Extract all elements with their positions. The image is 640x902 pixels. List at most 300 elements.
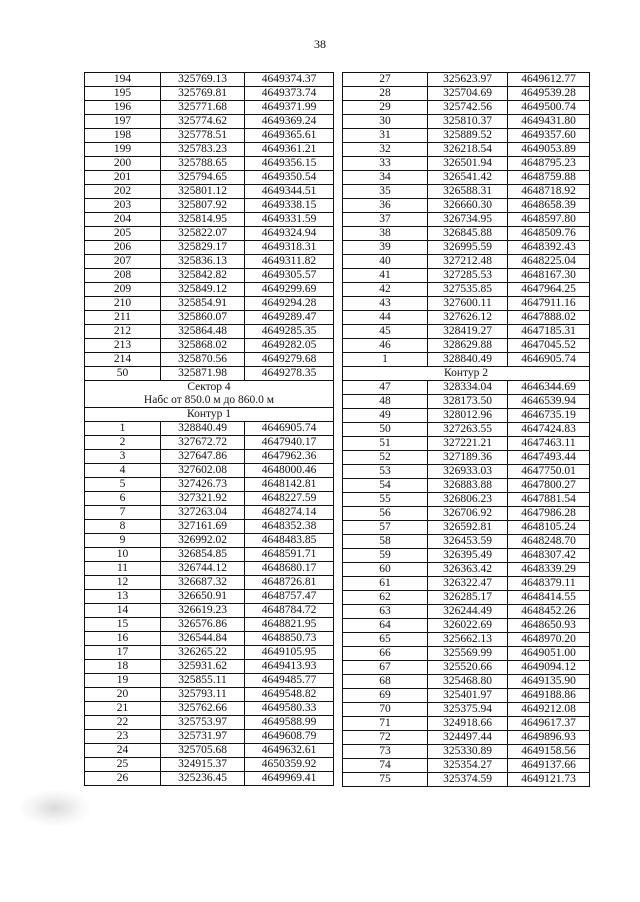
coord-x-cell: 325769.81: [161, 87, 245, 101]
point-number-cell: 11: [85, 562, 161, 576]
coord-y-cell: 4648509.76: [508, 227, 590, 241]
coord-y-cell: 4649485.77: [245, 674, 334, 688]
point-number-cell: 34: [343, 171, 428, 185]
table-row: [343, 199, 590, 213]
coord-x-cell: 324918.66: [428, 717, 508, 731]
coord-y-cell: 4649896.93: [508, 731, 590, 745]
coord-x-cell: 325814.95: [161, 213, 245, 227]
point-number-cell: 22: [85, 716, 161, 730]
point-number-cell: 61: [343, 577, 428, 591]
coord-x-cell: 326363.42: [428, 563, 508, 577]
coord-y-cell: 4648658.39: [508, 199, 590, 213]
point-number-cell: 17: [85, 646, 161, 660]
coord-x-cell: 325374.59: [428, 773, 508, 787]
coord-x-cell: 326744.12: [161, 562, 245, 576]
coord-y-cell: 4648591.71: [245, 548, 334, 562]
coordinates-table-left: [84, 72, 334, 786]
coord-x-cell: 326619.23: [161, 604, 245, 618]
point-number-cell: 40: [343, 255, 428, 269]
coord-x-cell: 328419.27: [428, 325, 508, 339]
point-number-cell: 58: [343, 535, 428, 549]
table-row: [85, 618, 334, 632]
point-number-cell: 194: [85, 73, 161, 87]
point-number-cell: 36: [343, 199, 428, 213]
coord-x-cell: 327212.48: [428, 255, 508, 269]
coord-x-cell: 326995.59: [428, 241, 508, 255]
table-row: [85, 311, 334, 325]
point-number-cell: 9: [85, 534, 161, 548]
table-row: [85, 87, 334, 101]
table-row: [85, 562, 334, 576]
coord-y-cell: 4647800.27: [508, 479, 590, 493]
point-number-cell: 196: [85, 101, 161, 115]
coord-x-cell: 325468.80: [428, 675, 508, 689]
coord-x-cell: 325783.23: [161, 143, 245, 157]
point-number-cell: 43: [343, 297, 428, 311]
table-row: [85, 730, 334, 744]
table-row: [85, 241, 334, 255]
point-number-cell: 16: [85, 632, 161, 646]
table-row: [343, 633, 590, 647]
table-row: [343, 689, 590, 703]
point-number-cell: 214: [85, 353, 161, 367]
point-number-cell: 54: [343, 479, 428, 493]
coord-y-cell: 4649318.31: [245, 241, 334, 255]
table-row: [343, 115, 590, 129]
coord-x-cell: 325731.97: [161, 730, 245, 744]
table-row: [343, 521, 590, 535]
table-row: [343, 661, 590, 675]
table-row: [343, 479, 590, 493]
point-number-cell: 52: [343, 451, 428, 465]
table-row: [85, 604, 334, 618]
coord-x-cell: 326592.81: [428, 521, 508, 535]
table-row: [343, 507, 590, 521]
table-row: [343, 325, 590, 339]
coord-y-cell: 4649969.41: [245, 772, 334, 786]
point-number-cell: 49: [343, 409, 428, 423]
coord-y-cell: 4647986.28: [508, 507, 590, 521]
coord-y-cell: 4648718.92: [508, 185, 590, 199]
point-number-cell: 67: [343, 661, 428, 675]
coord-y-cell: 4648339.29: [508, 563, 590, 577]
table-row: [85, 269, 334, 283]
coord-y-cell: 4649632.61: [245, 744, 334, 758]
coord-y-cell: 4649282.05: [245, 339, 334, 353]
table-row: [85, 576, 334, 590]
table-row: [85, 772, 334, 786]
coord-y-cell: 4649121.73: [508, 773, 590, 787]
coord-x-cell: 328334.04: [428, 381, 508, 395]
table-row: [85, 367, 334, 381]
coord-y-cell: 4649608.79: [245, 730, 334, 744]
coord-y-cell: 4649369.24: [245, 115, 334, 129]
point-number-cell: 53: [343, 465, 428, 479]
point-number-cell: 3: [85, 450, 161, 464]
point-number-cell: 198: [85, 129, 161, 143]
coord-x-cell: 328629.88: [428, 339, 508, 353]
table-row: [343, 227, 590, 241]
coord-y-cell: 4648680.17: [245, 562, 334, 576]
point-number-cell: 205: [85, 227, 161, 241]
coord-x-cell: 328840.49: [161, 422, 245, 436]
point-number-cell: 200: [85, 157, 161, 171]
coord-y-cell: 4649356.15: [245, 157, 334, 171]
point-number-cell: 204: [85, 213, 161, 227]
point-number-cell: 210: [85, 297, 161, 311]
coord-y-cell: 4649324.94: [245, 227, 334, 241]
table-row: [85, 255, 334, 269]
point-number-cell: 46: [343, 339, 428, 353]
coord-y-cell: 4649311.82: [245, 255, 334, 269]
coord-y-cell: 4646735.19: [508, 409, 590, 423]
coord-y-cell: 4649361.21: [245, 143, 334, 157]
coord-x-cell: 328012.96: [428, 409, 508, 423]
point-number-cell: 35: [343, 185, 428, 199]
coord-y-cell: 4649338.15: [245, 199, 334, 213]
coord-y-cell: 4649413.93: [245, 660, 334, 674]
coord-x-cell: 325623.97: [428, 73, 508, 87]
coord-x-cell: 327602.08: [161, 464, 245, 478]
coord-x-cell: 326265.22: [161, 646, 245, 660]
coord-x-cell: 325854.91: [161, 297, 245, 311]
coord-y-cell: 4648726.81: [245, 576, 334, 590]
coord-x-cell: 325778.51: [161, 129, 245, 143]
coord-y-cell: 4649279.68: [245, 353, 334, 367]
coord-y-cell: 4647888.02: [508, 311, 590, 325]
point-number-cell: 29: [343, 101, 428, 115]
table-row: [85, 632, 334, 646]
coord-y-cell: 4648225.04: [508, 255, 590, 269]
coord-y-cell: 4649294.28: [245, 297, 334, 311]
coord-x-cell: 326576.86: [161, 618, 245, 632]
table-row: [343, 745, 590, 759]
point-number-cell: 50: [343, 423, 428, 437]
coord-x-cell: 325662.13: [428, 633, 508, 647]
table-row: [85, 702, 334, 716]
point-number-cell: 15: [85, 618, 161, 632]
point-number-cell: 70: [343, 703, 428, 717]
coord-y-cell: 4647750.01: [508, 465, 590, 479]
table-row: [343, 283, 590, 297]
table-row: [85, 646, 334, 660]
point-number-cell: 64: [343, 619, 428, 633]
coord-x-cell: 326706.92: [428, 507, 508, 521]
point-number-cell: 20: [85, 688, 161, 702]
section-heading: Сектор 4 Набс от 850.0 м до 860.0 м: [85, 381, 334, 408]
point-number-cell: 60: [343, 563, 428, 577]
point-number-cell: 13: [85, 590, 161, 604]
coord-y-cell: 4647911.16: [508, 297, 590, 311]
coord-x-cell: 325354.27: [428, 759, 508, 773]
coord-x-cell: 325807.92: [161, 199, 245, 213]
point-number-cell: 23: [85, 730, 161, 744]
coord-y-cell: 4648392.43: [508, 241, 590, 255]
coord-y-cell: 4648000.46: [245, 464, 334, 478]
coord-y-cell: 4648970.20: [508, 633, 590, 647]
point-number-cell: 55: [343, 493, 428, 507]
coord-y-cell: 4647881.54: [508, 493, 590, 507]
point-number-cell: 44: [343, 311, 428, 325]
coord-y-cell: 4649137.66: [508, 759, 590, 773]
table-row: [343, 605, 590, 619]
coord-x-cell: 327285.53: [428, 269, 508, 283]
point-number-cell: 197: [85, 115, 161, 129]
coord-y-cell: 4646539.94: [508, 395, 590, 409]
coord-y-cell: 4649539.28: [508, 87, 590, 101]
coord-y-cell: 4649212.08: [508, 703, 590, 717]
coord-x-cell: 325375.94: [428, 703, 508, 717]
table-row: [85, 227, 334, 241]
table-row: [343, 87, 590, 101]
coord-y-cell: 4648142.81: [245, 478, 334, 492]
point-number-cell: 38: [343, 227, 428, 241]
table-row: [343, 129, 590, 143]
point-number-cell: 2: [85, 436, 161, 450]
table-row: [85, 590, 334, 604]
coord-y-cell: 4648795.23: [508, 157, 590, 171]
point-number-cell: 12: [85, 576, 161, 590]
table-row: [85, 143, 334, 157]
coord-x-cell: 326660.30: [428, 199, 508, 213]
coord-y-cell: 4649285.35: [245, 325, 334, 339]
coord-x-cell: 327626.12: [428, 311, 508, 325]
coord-x-cell: 325762.66: [161, 702, 245, 716]
point-number-cell: 56: [343, 507, 428, 521]
table-row: [343, 675, 590, 689]
point-number-cell: 209: [85, 283, 161, 297]
coord-y-cell: 4649500.74: [508, 101, 590, 115]
coord-x-cell: 325868.02: [161, 339, 245, 353]
table-row: [85, 758, 334, 772]
section-heading: Контур 2: [343, 367, 590, 381]
coord-x-cell: 325793.11: [161, 688, 245, 702]
table-row: [343, 269, 590, 283]
point-number-cell: 24: [85, 744, 161, 758]
point-number-cell: 62: [343, 591, 428, 605]
table-row: [343, 465, 590, 479]
table-row: [343, 157, 590, 171]
table-row: [343, 647, 590, 661]
coord-x-cell: 327647.86: [161, 450, 245, 464]
table-row: [343, 409, 590, 423]
coord-y-cell: 4648452.26: [508, 605, 590, 619]
coord-y-cell: 4647940.17: [245, 436, 334, 450]
coordinates-table-left-body: [85, 73, 334, 786]
table-row: [85, 297, 334, 311]
point-number-cell: 57: [343, 521, 428, 535]
table-row: [343, 423, 590, 437]
coord-x-cell: 326883.88: [428, 479, 508, 493]
table-row: [343, 773, 590, 787]
table-row: [343, 759, 590, 773]
coord-x-cell: 326544.84: [161, 632, 245, 646]
point-number-cell: 65: [343, 633, 428, 647]
point-number-cell: 211: [85, 311, 161, 325]
coord-x-cell: 324915.37: [161, 758, 245, 772]
table-row: [85, 534, 334, 548]
coord-x-cell: 325753.97: [161, 716, 245, 730]
coord-x-cell: 325705.68: [161, 744, 245, 758]
coord-x-cell: 326854.85: [161, 548, 245, 562]
point-number-cell: 42: [343, 283, 428, 297]
coord-x-cell: 327263.55: [428, 423, 508, 437]
coord-x-cell: 325855.11: [161, 674, 245, 688]
coord-x-cell: 325771.68: [161, 101, 245, 115]
coord-y-cell: 4646344.69: [508, 381, 590, 395]
coordinates-table-right-body: [343, 73, 590, 787]
coord-x-cell: 327426.73: [161, 478, 245, 492]
coord-y-cell: 4647493.44: [508, 451, 590, 465]
coord-y-cell: 4648759.88: [508, 171, 590, 185]
coord-x-cell: 327672.72: [161, 436, 245, 450]
coordinates-table-right: [342, 72, 590, 787]
table-row: [85, 520, 334, 534]
coord-y-cell: 4649350.54: [245, 171, 334, 185]
point-number-cell: 203: [85, 199, 161, 213]
coord-y-cell: 4648821.95: [245, 618, 334, 632]
point-number-cell: 10: [85, 548, 161, 562]
table-row: [343, 367, 590, 381]
table-row: [85, 464, 334, 478]
coord-y-cell: 4649299.69: [245, 283, 334, 297]
coord-y-cell: 4648483.85: [245, 534, 334, 548]
table-row: [85, 381, 334, 408]
coord-x-cell: 325520.66: [428, 661, 508, 675]
point-number-cell: 212: [85, 325, 161, 339]
table-row: [85, 353, 334, 367]
point-number-cell: 75: [343, 773, 428, 787]
coord-x-cell: 327161.69: [161, 520, 245, 534]
coord-y-cell: 4649344.51: [245, 185, 334, 199]
table-row: [85, 185, 334, 199]
coord-y-cell: 4648227.59: [245, 492, 334, 506]
table-row: [85, 548, 334, 562]
table-row: [85, 115, 334, 129]
coord-x-cell: 326541.42: [428, 171, 508, 185]
point-number-cell: 74: [343, 759, 428, 773]
point-number-cell: 28: [343, 87, 428, 101]
table-row: [343, 171, 590, 185]
table-row: [343, 451, 590, 465]
coord-y-cell: 4647964.25: [508, 283, 590, 297]
table-row: [85, 744, 334, 758]
coord-y-cell: 4649588.99: [245, 716, 334, 730]
table-row: [85, 436, 334, 450]
point-number-cell: 195: [85, 87, 161, 101]
table-row: [343, 577, 590, 591]
table-row: [85, 199, 334, 213]
page-number: 38: [314, 37, 326, 51]
coord-x-cell: 325829.17: [161, 241, 245, 255]
table-row: [343, 535, 590, 549]
coord-y-cell: 4647185.31: [508, 325, 590, 339]
table-row: [85, 674, 334, 688]
table-row: [343, 143, 590, 157]
coord-x-cell: 325810.37: [428, 115, 508, 129]
coord-y-cell: 4649365.61: [245, 129, 334, 143]
coord-x-cell: 326992.02: [161, 534, 245, 548]
point-number-cell: 199: [85, 143, 161, 157]
coord-x-cell: 326285.17: [428, 591, 508, 605]
table-row: [85, 408, 334, 422]
table-row: [343, 395, 590, 409]
coord-y-cell: 4649053.89: [508, 143, 590, 157]
coord-y-cell: 4647463.11: [508, 437, 590, 451]
point-number-cell: 14: [85, 604, 161, 618]
coord-y-cell: 4649580.33: [245, 702, 334, 716]
coord-y-cell: 4648248.70: [508, 535, 590, 549]
table-row: [85, 716, 334, 730]
coord-x-cell: 327263.04: [161, 506, 245, 520]
table-row: [85, 213, 334, 227]
table-row: [85, 506, 334, 520]
coord-x-cell: 326650.91: [161, 590, 245, 604]
table-row: [85, 283, 334, 297]
table-row: [85, 422, 334, 436]
point-number-cell: 48: [343, 395, 428, 409]
point-number-cell: 1: [85, 422, 161, 436]
coord-y-cell: 4649051.00: [508, 647, 590, 661]
table-row: [343, 311, 590, 325]
coord-y-cell: 4647962.36: [245, 450, 334, 464]
point-number-cell: 8: [85, 520, 161, 534]
point-number-cell: 41: [343, 269, 428, 283]
point-number-cell: 37: [343, 213, 428, 227]
coord-y-cell: 4649135.90: [508, 675, 590, 689]
point-number-cell: 207: [85, 255, 161, 269]
coord-y-cell: 4649374.37: [245, 73, 334, 87]
point-number-cell: 206: [85, 241, 161, 255]
point-number-cell: 19: [85, 674, 161, 688]
coord-y-cell: 4649373.74: [245, 87, 334, 101]
coord-x-cell: 325822.07: [161, 227, 245, 241]
point-number-cell: 25: [85, 758, 161, 772]
coord-x-cell: 325860.07: [161, 311, 245, 325]
table-row: [343, 549, 590, 563]
coord-y-cell: 4648274.14: [245, 506, 334, 520]
table-row: [343, 241, 590, 255]
coord-x-cell: 326218.54: [428, 143, 508, 157]
point-number-cell: 208: [85, 269, 161, 283]
coord-x-cell: 325870.56: [161, 353, 245, 367]
coord-x-cell: 325849.12: [161, 283, 245, 297]
point-number-cell: 33: [343, 157, 428, 171]
coord-x-cell: 325889.52: [428, 129, 508, 143]
coord-x-cell: 326734.95: [428, 213, 508, 227]
coord-x-cell: 327189.36: [428, 451, 508, 465]
point-number-cell: 4: [85, 464, 161, 478]
coord-x-cell: 325401.97: [428, 689, 508, 703]
coord-x-cell: 326395.49: [428, 549, 508, 563]
coord-y-cell: 4647424.83: [508, 423, 590, 437]
point-number-cell: 51: [343, 437, 428, 451]
table-row: [343, 619, 590, 633]
coord-x-cell: 325330.89: [428, 745, 508, 759]
point-number-cell: 31: [343, 129, 428, 143]
table-row: [343, 717, 590, 731]
table-row: [343, 591, 590, 605]
point-number-cell: 66: [343, 647, 428, 661]
point-number-cell: 7: [85, 506, 161, 520]
table-row: [85, 478, 334, 492]
coord-x-cell: 326845.88: [428, 227, 508, 241]
coord-y-cell: 4646905.74: [508, 353, 590, 367]
coord-x-cell: 325236.45: [161, 772, 245, 786]
section-heading: Контур 1: [85, 408, 334, 422]
table-row: [343, 185, 590, 199]
coord-y-cell: 4648307.42: [508, 549, 590, 563]
